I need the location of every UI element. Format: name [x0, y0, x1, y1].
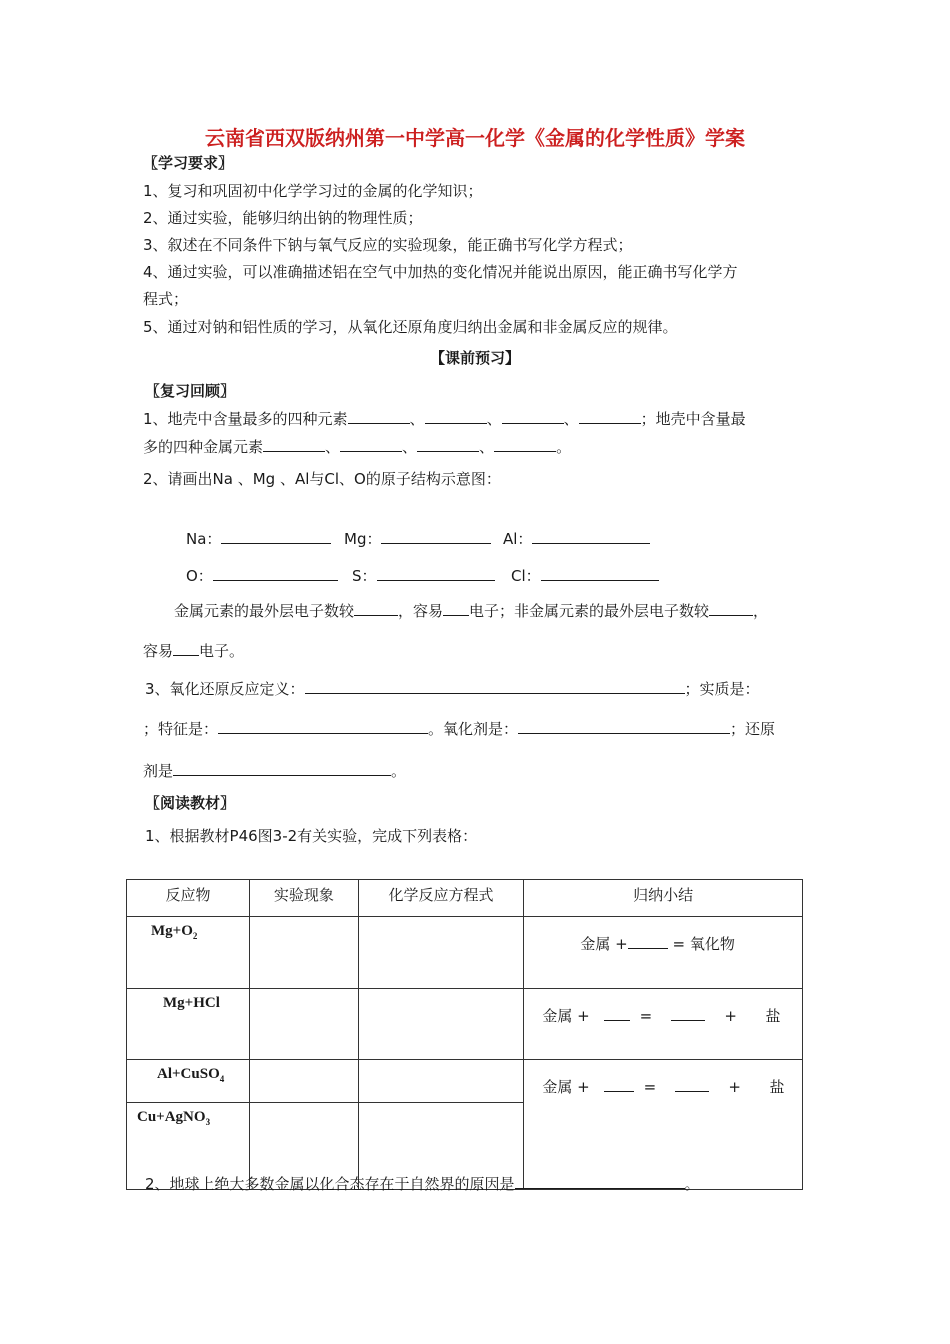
- text: 容易: [143, 642, 174, 660]
- text: 2、地球上绝大多数金属以化合态存在于自然界的原因是: [145, 1175, 515, 1193]
- text: +: [724, 1007, 737, 1025]
- separator: 、: [479, 438, 495, 456]
- subscript: 4: [219, 1074, 225, 1084]
- answer-blank[interactable]: [340, 437, 402, 452]
- reading-question-1: 1、根据教材P46图3-2有关实验，完成下列表格：: [145, 827, 478, 845]
- requirement-item: 2、通过实验，能够归纳出钠的物理性质；: [143, 209, 423, 227]
- observation-cell[interactable]: [249, 989, 358, 1060]
- question-3-line-3: [143, 760, 406, 781]
- atom-mg: [344, 528, 491, 549]
- answer-blank[interactable]: [221, 529, 331, 544]
- text: 。氧化剂是：: [428, 720, 519, 738]
- table-header: 实验现象: [249, 880, 358, 917]
- text: 3、氧化还原反应定义：: [145, 680, 305, 698]
- requirement-item: 1、复习和巩固初中化学学习过的金属的化学知识；: [143, 182, 483, 200]
- text: 金属 +: [542, 1007, 590, 1025]
- page-title: 云南省西双版纳州第一中学高一化学《金属的化学性质》学案: [205, 126, 745, 150]
- question-3-line-2: [143, 718, 775, 739]
- atom-label: S：: [352, 567, 377, 585]
- separator: 、: [325, 438, 341, 456]
- summary-cell: [524, 1060, 803, 1190]
- summary-cell: [524, 989, 803, 1060]
- atom-al: [503, 528, 650, 549]
- review-header: 〖复习回顾〗: [145, 382, 236, 400]
- atom-o: [186, 565, 338, 586]
- reactant: Mg+O: [151, 923, 193, 939]
- observation-cell[interactable]: [249, 917, 358, 989]
- subscript: 2: [192, 931, 198, 941]
- answer-blank[interactable]: [348, 409, 410, 424]
- text: 金属 +: [542, 1078, 590, 1096]
- equation-cell[interactable]: [358, 989, 524, 1060]
- preview-header: 【课前预习】: [429, 349, 520, 367]
- text: =: [639, 1007, 653, 1025]
- answer-blank[interactable]: [417, 437, 479, 452]
- answer-blank[interactable]: [218, 719, 428, 734]
- atom-label: Cl：: [511, 567, 541, 585]
- text: 金属 +: [580, 935, 628, 953]
- requirements-header: 〖学习要求〗: [143, 154, 234, 172]
- answer-blank[interactable]: [213, 566, 338, 581]
- answer-blank[interactable]: [173, 641, 199, 656]
- requirement-item: 5、通过对钠和铝性质的学习，从氧化还原角度归纳出金属和非金属反应的规律。: [143, 318, 678, 336]
- answer-blank[interactable]: [675, 1077, 709, 1092]
- text: ；还原: [730, 720, 776, 738]
- electron-line-2: [143, 640, 244, 661]
- table-header: 化学反应方程式: [358, 880, 524, 917]
- answer-blank[interactable]: [494, 437, 556, 452]
- reactant-cell: [127, 989, 250, 1060]
- requirement-item: 程式；: [143, 290, 189, 308]
- answer-blank[interactable]: [518, 719, 730, 734]
- text: ；实质是：: [684, 680, 760, 698]
- text: ，容易: [398, 602, 444, 620]
- atom-label: O：: [186, 567, 213, 585]
- answer-blank[interactable]: [541, 566, 659, 581]
- text: 电子；非金属元素的最外层电子数较: [469, 602, 710, 620]
- separator: 、: [563, 410, 579, 428]
- reactant-cell: [127, 1060, 250, 1103]
- reactant: Al+CuSO: [157, 1066, 220, 1082]
- atom-s: [352, 565, 495, 586]
- period: 。: [556, 438, 572, 456]
- question-1-suffix: ；地壳中含量最: [640, 410, 746, 428]
- reactant-cell: [127, 917, 250, 989]
- reactant: Mg+HCl: [163, 995, 220, 1011]
- reading-header: 〖阅读教材〗: [145, 794, 236, 812]
- text: +: [728, 1078, 741, 1096]
- text: 盐: [765, 1007, 781, 1025]
- subscript: 3: [205, 1117, 211, 1127]
- table-header: 归纳小结: [524, 880, 803, 917]
- requirement-item: 3、叙述在不同条件下钠与氧气反应的实验现象，能正确书写化学方程式；: [143, 236, 633, 254]
- answer-blank[interactable]: [532, 529, 650, 544]
- equation-cell[interactable]: [358, 1060, 524, 1103]
- question-1-line-1: [143, 408, 746, 429]
- answer-blank[interactable]: [305, 679, 685, 694]
- atom-label: Al：: [503, 530, 533, 548]
- atom-na: [186, 528, 331, 549]
- text: 金属元素的最外层电子数较: [174, 602, 355, 620]
- question-3-line-1: [145, 678, 760, 699]
- atom-label: Na：: [186, 530, 222, 548]
- text: ，: [753, 602, 769, 620]
- separator: 、: [409, 410, 425, 428]
- text: =: [643, 1078, 657, 1096]
- answer-blank[interactable]: [443, 601, 469, 616]
- answer-blank[interactable]: [502, 409, 564, 424]
- text: 电子。: [199, 642, 245, 660]
- text: ；特征是：: [143, 720, 219, 738]
- separator: 、: [486, 410, 502, 428]
- question-1-prefix: 1、地壳中含量最多的四种元素: [143, 410, 348, 428]
- period: 。: [684, 1175, 700, 1193]
- answer-blank[interactable]: [377, 566, 495, 581]
- question-1-line-2: [143, 436, 571, 457]
- summary-cell: [524, 917, 803, 989]
- answer-blank[interactable]: [579, 409, 641, 424]
- question-1b-prefix: 多的四种金属元素: [143, 438, 264, 456]
- atom-label: Mg：: [344, 530, 382, 548]
- answer-blank[interactable]: [263, 437, 325, 452]
- requirement-item: 4、通过实验，可以准确描述铝在空气中加热的变化情况并能说出原因，能正确书写化学方: [143, 263, 738, 281]
- equation-cell[interactable]: [358, 917, 524, 989]
- period: 。: [391, 762, 407, 780]
- electron-line-1: [174, 600, 768, 621]
- text: 剂是: [143, 762, 174, 780]
- answer-blank[interactable]: [604, 1006, 630, 1021]
- answer-blank[interactable]: [628, 934, 668, 949]
- separator: 、: [402, 438, 418, 456]
- answer-blank[interactable]: [173, 761, 391, 776]
- observation-cell[interactable]: [249, 1060, 358, 1103]
- reading-question-2: [145, 1173, 700, 1194]
- text: 盐: [769, 1078, 785, 1096]
- answer-blank[interactable]: [354, 601, 398, 616]
- text: = 氧化物: [667, 935, 735, 953]
- question-2: 2、请画出Na 、Mg 、Al与Cl、O的原子结构示意图：: [143, 470, 501, 488]
- table-header: 反应物: [127, 880, 250, 917]
- answer-blank[interactable]: [671, 1006, 705, 1021]
- answer-blank[interactable]: [604, 1077, 634, 1092]
- answer-blank[interactable]: [515, 1174, 685, 1189]
- answer-blank[interactable]: [381, 529, 491, 544]
- answer-blank[interactable]: [709, 601, 753, 616]
- reactant: Cu+AgNO: [137, 1109, 206, 1125]
- reaction-table: [126, 879, 803, 1190]
- atom-cl: [511, 565, 659, 586]
- answer-blank[interactable]: [425, 409, 487, 424]
